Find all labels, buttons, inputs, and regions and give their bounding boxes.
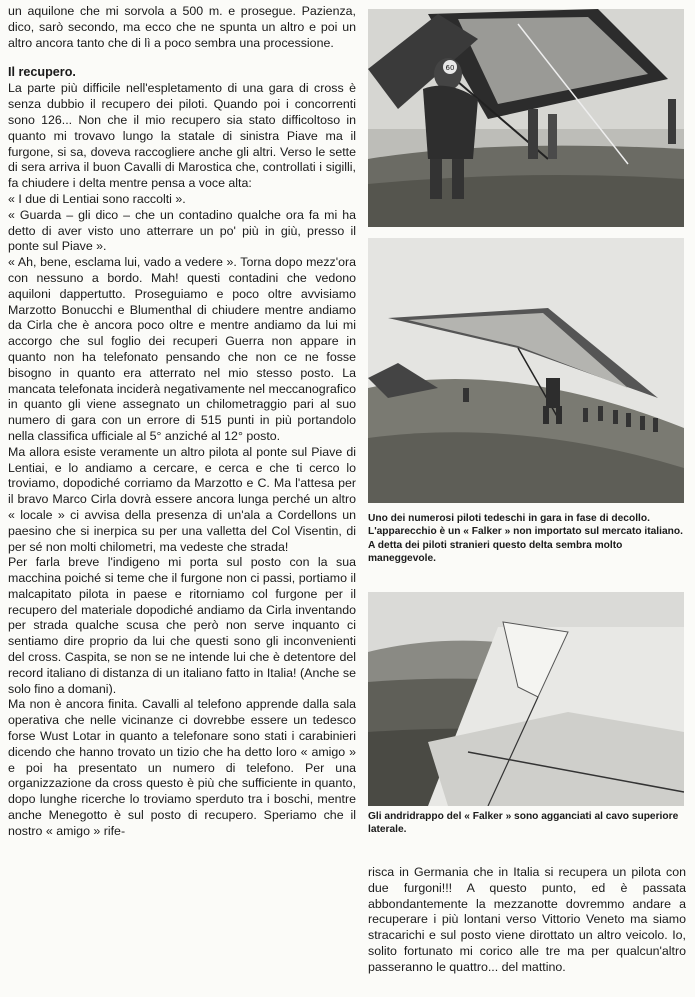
pilot-number-badge: 60	[445, 64, 455, 72]
article-intro: un aquilone che mi sorvola a 500 m. e prosegue. Pazienza, dico, sarò secondo, ma ecco che ne spunta un altro e poi un altro ancora tanto che di lì a poco sembra una processione.	[8, 4, 356, 50]
photo-falker-wing	[368, 592, 684, 806]
article-paragraph: Per farla breve l'indigeno mi porta sul posto con la sua macchina poiché si teme che il furgone non ci passi, portiamo il malcapitato pilota in paese e ritorniamo col furgone per il recupero del materiale dopodiché andiamo da Cirla inventando per strada qualche scusa che però non serve inquanto ci sentiamo dire proprio da lui che questi sono gli inconvenienti del cross. Caspita, se non se ne intende lui che è detentore del record italiano di distanza di un italiano fatto in Italia! (Anche se solo fino a domani).	[8, 555, 356, 696]
article-left-column	[8, 4, 356, 840]
photo-caption: Gli andridrappo del « Falker » sono agganciati al cavo superiore laterale.	[368, 811, 679, 836]
article-paragraph: Ma allora esiste veramente un altro pilota al ponte sul Piave di Lentiai, e lo andiamo a cercare, e cerca e che ti cerco lo troviamo, dopodiché corriamo da Marzotto e C. Ma l'attesa per il bravo Marco Cirla dovrà essere ancora lunga perché un altro « locale » ci avvisa della presenza di un'ala a Cordellons un paesino che si inerpica su per una valletta del Col Visentin, di per sé non molti chilometri, ma vedeste che strada!	[8, 444, 356, 554]
article-paragraph: La parte più difficile nell'espletamento di una gara di cross è senza dubbio il recupero dei piloti. Quando poi i concorrenti sono 126... Non che il mio recupero sia stato difficoltoso in quanto mi trovavo lungo la statale di sinistra Piave ma il furgone, si sa, doveva raccogliere anche gli altri. Verso le sette di sera arriva il buon Cavalli di Marostica che, controllati i sigilli, fa chiudere i delta mentre pensa a voce alta:	[8, 81, 356, 191]
photo-pilot-takeoff	[368, 9, 684, 227]
article-paragraph: Ma non è ancora finita. Cavalli al telefono apprende dalla sala operativa che nelle vicinanze ci dovrebbe essere un tedesco forse Wust Lotar in quanto a telefonare sono stati i carabinieri dicendo che hanno trovato un tizio che ha detto loro « amigo » e poi ha presentato un numero di telefono. Per una organizzazione da cross questo è più che sufficiente in quanto, dopo lunghe ricerche lo troviamo sperduto tra i boschi, mentre anche Menegotto è sul posto di recupero. Speriamo che il nostro « amigo » rife-	[8, 697, 356, 838]
article-continuation: risca in Germania che in Italia si recupera un pilota con due furgoni!!! A questo punto, ed è passata abbondantemente la mezzanotte dovremmo andare a recuperare i più lontani verso Vittorio Veneto ma siamo stracarichi e sul posto viene dirottato un altro veicolo. Io, solito fortunato mi corico alle tre ma per qualcun'altro passeranno le quattro... del mattino.	[368, 865, 686, 974]
article-paragraph: « Ah, bene, esclama lui, vado a vedere ». Torna dopo mezz'ora con nessuno a bordo. Mah! questi contadini che vedono aquiloni dappertutto. Proseguiamo e poco oltre avvisiamo Marzotto Bonucchi e Blumenthal di chiudere mentre andiamo da Cirla che è ancora poco oltre e mentre andiamo da lui mi accorgo che sul foglio dei recuperi Guerra non appare in quanto non ha telefonato pensando che non ce ne fosse bisogno in quanto era atterrato nel mio stesso posto. La mancata telefonata inciderà negativamente nel meccanografico in quanto gli viene assegnato un chilometraggio pari al suo numero di gara con un errore di 515 punti in più portandolo nella classifica ufficiale al 5° anziché al 12° posto.	[8, 255, 356, 443]
article-paragraph: « Guarda – gli dico – che un contadino qualche ora fa mi ha detto di aver visto uno atterrare un po' più in giù, presso il ponte sul Piave ».	[8, 207, 356, 254]
section-heading: Il recupero.	[8, 65, 76, 80]
photo-glider-launch	[368, 238, 684, 503]
photo-caption: Uno dei numerosi piloti tedeschi in gara in fase di decollo. L'apparecchio è un « Falker » non importato sul mercato italiano. A detta dei piloti stranieri questo delta sembra molto maneggevole.	[368, 513, 683, 565]
article-paragraph: « I due di Lentiai sono raccolti ».	[8, 191, 186, 206]
